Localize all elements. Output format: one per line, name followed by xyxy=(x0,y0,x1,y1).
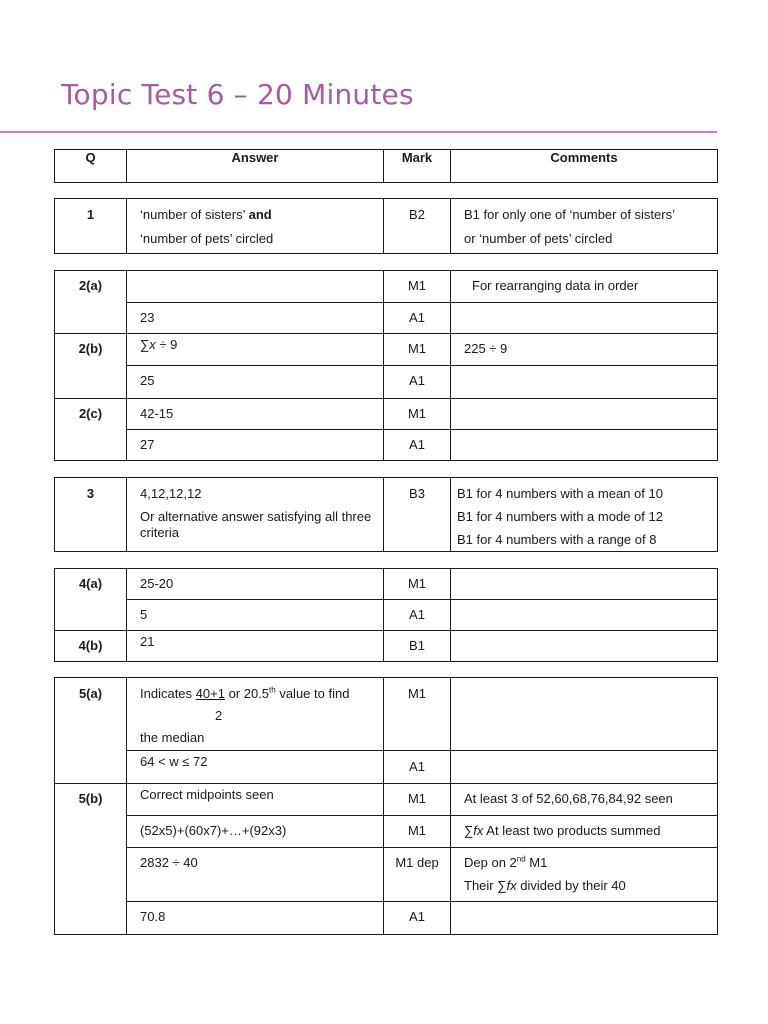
sum-symbol: ∑ xyxy=(497,878,507,893)
q2c1-answer: 42-15 xyxy=(127,399,384,430)
q1-mark: B2 xyxy=(384,199,451,254)
q2b2-comment xyxy=(451,366,718,399)
q2b1-answer xyxy=(127,334,384,366)
q1-answer-line2: ‘number of pets’ circled xyxy=(140,231,274,246)
q2c1-comment xyxy=(451,399,718,430)
q5b1-comment: At least 3 of 52,60,68,76,84,92 seen xyxy=(451,784,718,816)
q5a1-text2: or 20.5 xyxy=(224,686,270,701)
q3-answer-line2: Or alternative answer satisfying all three criteria xyxy=(140,509,372,540)
q2b2-mark: A1 xyxy=(384,366,451,399)
table-row xyxy=(55,366,718,399)
q5a1-sup: th xyxy=(269,685,276,695)
q2c-label: 2(c) xyxy=(55,399,127,461)
q2a2-mark: A1 xyxy=(384,303,451,334)
header-answer: Answer xyxy=(127,150,384,183)
q5a1-numerator: 40+1 xyxy=(195,686,225,701)
q1-answer-bold: and xyxy=(248,207,272,222)
table-row xyxy=(55,600,718,631)
q5b2-rest: At least two products summed xyxy=(483,823,661,838)
q4a2-comment xyxy=(451,600,718,631)
q2b1-mark: M1 xyxy=(384,334,451,366)
q3-comment xyxy=(451,478,718,552)
q5-table xyxy=(54,677,717,935)
q4b-answer: 21 xyxy=(127,631,384,662)
q1-answer-text: ‘number of sisters’ xyxy=(140,207,249,222)
q5b3-c1b: M1 xyxy=(525,855,548,870)
q5a2-comment xyxy=(451,751,718,784)
q2b1-var: x xyxy=(149,337,156,352)
q5b1-mark: M1 xyxy=(384,784,451,816)
q2c1-mark: M1 xyxy=(384,399,451,430)
q2b1-rest: ÷ 9 xyxy=(155,337,178,352)
q5b4-comment xyxy=(451,902,718,935)
header-comments: Comments xyxy=(451,150,718,183)
table-row xyxy=(55,816,718,848)
q3-comment-line2: B1 for 4 numbers with a mode of 12 xyxy=(457,509,663,524)
q1-comment-line2: or ‘number of pets’ circled xyxy=(464,231,613,246)
q5b3-sup: nd xyxy=(516,854,526,864)
q4a2-answer: 5 xyxy=(127,600,384,631)
q5b3-var: fx xyxy=(506,878,517,893)
table-row xyxy=(55,751,718,784)
q1-answer xyxy=(127,199,384,254)
q5b2-answer: (52x5)+(60x7)+…+(92x3) xyxy=(127,816,384,848)
q5a2-mark: A1 xyxy=(384,751,451,784)
q4b-comment xyxy=(451,631,718,662)
table-row xyxy=(55,678,718,751)
table-row xyxy=(55,199,718,254)
q5b3-c1a: Dep on 2 xyxy=(464,855,517,870)
q5b3-mark: M1 dep xyxy=(384,848,451,902)
q5a1-mark: M1 xyxy=(384,678,451,751)
table-row xyxy=(55,569,718,600)
q5b3-comment xyxy=(451,848,718,902)
q1-comment-line1: B1 for only one of ‘number of sisters’ xyxy=(464,207,675,222)
q5a1-text3: value to find xyxy=(275,686,350,701)
table-row xyxy=(55,631,718,662)
q5b3-c2b: divided by their 40 xyxy=(516,878,626,893)
q2a2-answer: 23 xyxy=(127,303,384,334)
q5a1-text4: the median xyxy=(140,730,205,745)
q2b-label: 2(b) xyxy=(55,334,127,399)
q4-table xyxy=(54,568,717,662)
q2-table xyxy=(54,270,717,461)
table-row xyxy=(55,478,718,552)
q5a1-comment xyxy=(451,678,718,751)
q4b-label: 4(b) xyxy=(55,631,127,662)
q2a-label: 2(a) xyxy=(55,271,127,334)
q3-label: 3 xyxy=(55,478,127,552)
q5b2-comment xyxy=(451,816,718,848)
header-table xyxy=(54,149,717,183)
q3-mark: B3 xyxy=(384,478,451,552)
q4a-label: 4(a) xyxy=(55,569,127,631)
title-divider xyxy=(0,131,717,133)
q2c2-answer: 27 xyxy=(127,430,384,461)
sum-symbol: ∑ xyxy=(140,337,150,352)
q4a1-comment xyxy=(451,569,718,600)
q5a-label: 5(a) xyxy=(55,678,127,784)
q4a1-mark: M1 xyxy=(384,569,451,600)
q3-answer xyxy=(127,478,384,552)
q1-table xyxy=(54,198,717,254)
table-row xyxy=(55,303,718,334)
table-row xyxy=(55,784,718,816)
q1-comment xyxy=(451,199,718,254)
q2a2-comment xyxy=(451,303,718,334)
header-mark: Mark xyxy=(384,150,451,183)
table-row xyxy=(55,430,718,461)
q5b2-mark: M1 xyxy=(384,816,451,848)
q3-comment-line1: B1 for 4 numbers with a mean of 10 xyxy=(457,486,663,501)
q2c2-comment xyxy=(451,430,718,461)
q4b-mark: B1 xyxy=(384,631,451,662)
q5a1-text1: Indicates xyxy=(140,686,196,701)
table-row xyxy=(55,399,718,430)
q2a1-comment: For rearranging data in order xyxy=(451,271,718,303)
table-row xyxy=(55,902,718,935)
header-q: Q xyxy=(55,150,127,183)
q5b4-mark: A1 xyxy=(384,902,451,935)
q3-answer-line1: 4,12,12,12 xyxy=(140,486,202,501)
q2b2-answer: 25 xyxy=(127,366,384,399)
table-row xyxy=(55,334,718,366)
q2a1-answer xyxy=(127,271,384,303)
q5b1-answer: Correct midpoints seen xyxy=(127,784,384,816)
q2c2-mark: A1 xyxy=(384,430,451,461)
q3-table xyxy=(54,477,717,552)
q5b-label: 5(b) xyxy=(55,784,127,935)
table-row xyxy=(55,271,718,303)
table-row xyxy=(55,848,718,902)
q5b2-var: fx xyxy=(473,823,484,838)
page-title: Topic Test 6 – 20 Minutes xyxy=(61,78,414,111)
q3-comment-line3: B1 for 4 numbers with a range of 8 xyxy=(457,532,657,547)
q5b3-c2a: Their xyxy=(464,878,498,893)
q2a1-mark: M1 xyxy=(384,271,451,303)
q5b3-answer: 2832 ÷ 40 xyxy=(127,848,384,902)
q5a1-answer xyxy=(127,678,384,751)
q4a2-mark: A1 xyxy=(384,600,451,631)
q5b4-answer: 70.8 xyxy=(127,902,384,935)
q5a2-answer: 64 < w ≤ 72 xyxy=(127,751,384,784)
q2b1-comment: 225 ÷ 9 xyxy=(451,334,718,366)
sum-symbol: ∑ xyxy=(464,823,474,838)
q1-label: 1 xyxy=(55,199,127,254)
q5a1-denominator: 2 xyxy=(215,708,223,723)
q4a1-answer: 25-20 xyxy=(127,569,384,600)
